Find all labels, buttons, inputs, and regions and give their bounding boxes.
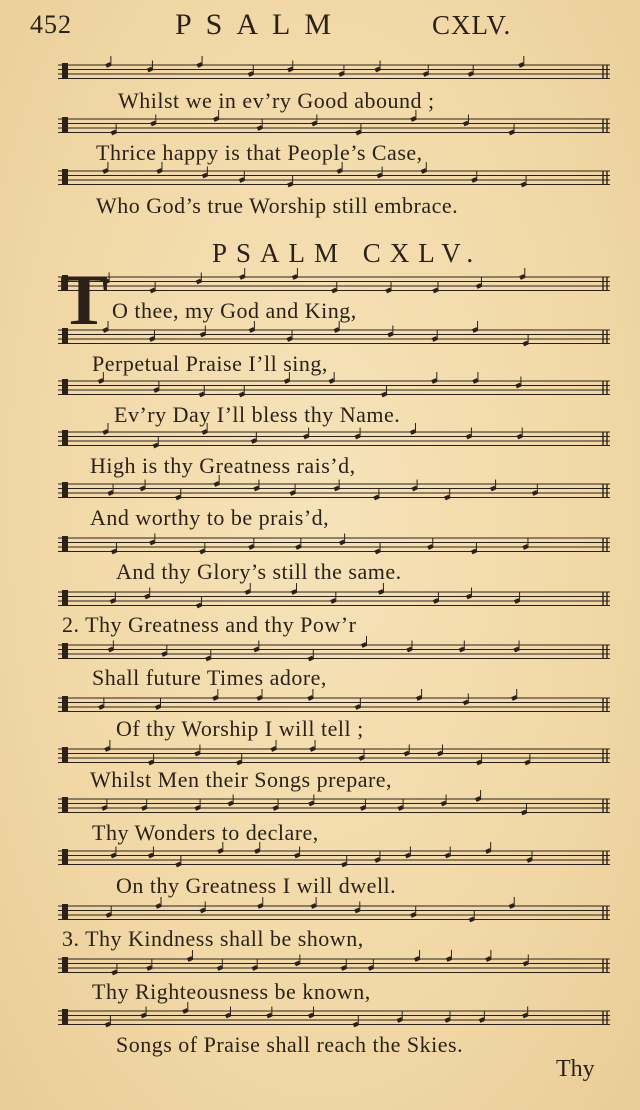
clef-icon (62, 957, 68, 973)
music-staff (58, 429, 610, 449)
music-staff (58, 481, 610, 501)
lyric-line: Thy Wonders to declare, (92, 820, 319, 845)
music-staff (58, 695, 610, 715)
music-staff (58, 327, 610, 347)
clef-icon (62, 849, 68, 865)
lyric-line: Thrice happy is that People’s Case, (96, 140, 423, 165)
clef-icon (62, 904, 68, 920)
lyric-line: And worthy to be prais’d, (90, 505, 330, 530)
drop-cap: T (60, 260, 109, 340)
music-staff (58, 62, 610, 82)
music-staff (58, 378, 610, 398)
clef-icon (62, 590, 68, 606)
music-staff (58, 848, 610, 868)
clef-icon (62, 643, 68, 659)
lyric-line: 3. Thy Kindness shall be shown, (62, 926, 364, 951)
lyric-line: Who God’s true Worship still embrace. (96, 193, 459, 218)
lyric-line: Thy Righteousness be known, (92, 979, 371, 1004)
lyric-line: And thy Glory’s still the same. (116, 559, 402, 584)
lyric-line: High is thy Greatness rais’d, (90, 453, 356, 478)
clef-icon (62, 482, 68, 498)
clef-icon (62, 379, 68, 395)
music-staff (58, 168, 610, 188)
music-staff (58, 796, 610, 816)
music-staff (58, 116, 610, 136)
psalm-heading: PSALM CXLV. (212, 238, 483, 268)
music-staff (58, 589, 610, 609)
clef-icon (62, 117, 68, 133)
lyric-line: Ev’ry Day I’ll bless thy Name. (114, 402, 401, 427)
clef-icon (62, 63, 68, 79)
running-head-numeral: CXLV. (432, 10, 512, 40)
clef-icon (62, 430, 68, 446)
page-number: 452 (30, 10, 72, 39)
clef-icon (62, 536, 68, 552)
clef-icon (62, 169, 68, 185)
lyric-line: Whilst we in ev’ry Good abound ; (118, 88, 435, 113)
music-staff (58, 642, 610, 662)
music-staff (58, 1008, 610, 1028)
lyric-line: Of thy Worship I will tell ; (116, 716, 364, 741)
music-staff (58, 903, 610, 923)
music-staff (58, 746, 610, 766)
running-head (0, 8, 640, 48)
music-staff (58, 535, 610, 555)
music-staff (58, 956, 610, 976)
lyric-line: Songs of Praise shall reach the Skies. (116, 1032, 464, 1057)
lyric-line: 2. Thy Greatness and thy Pow’r (62, 612, 357, 637)
clef-icon (62, 747, 68, 763)
music-staff (58, 274, 610, 294)
lyric-line: On thy Greatness I will dwell. (116, 873, 397, 898)
running-head-title: PSALM (175, 8, 346, 41)
catchword: Thy (556, 1056, 595, 1082)
lyric-line: O thee, my God and King, (112, 298, 357, 323)
lyric-line: Whilst Men their Songs prepare, (90, 767, 393, 792)
clef-icon (62, 696, 68, 712)
clef-icon (62, 1009, 68, 1025)
lyric-line: Perpetual Praise I’ll sing, (92, 351, 328, 376)
lyric-line: Shall future Times adore, (92, 665, 327, 690)
clef-icon (62, 797, 68, 813)
